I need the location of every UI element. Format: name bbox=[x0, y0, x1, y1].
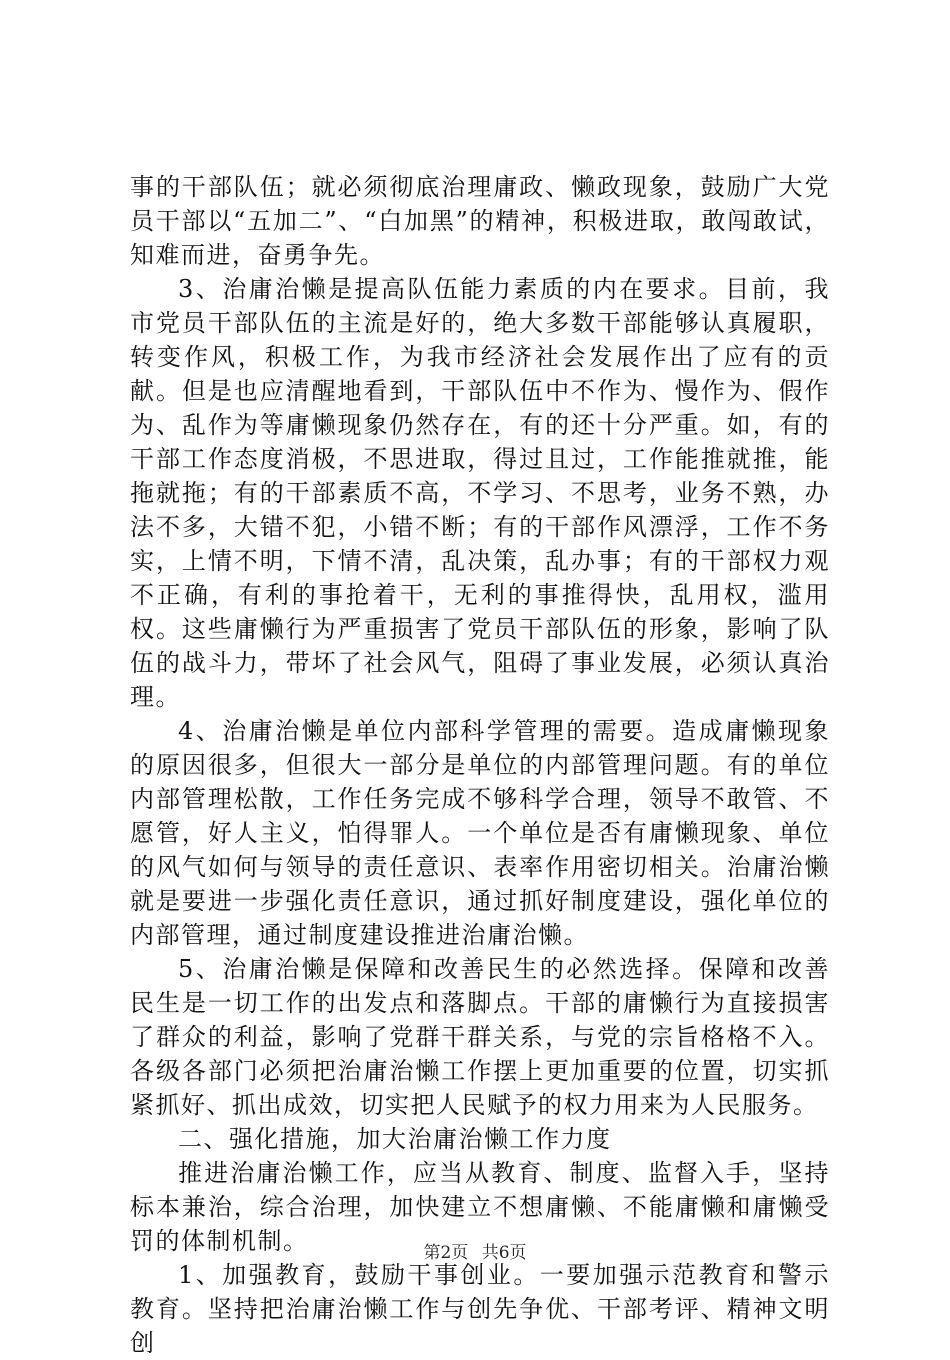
page-total: 共6页 bbox=[481, 1243, 527, 1263]
paragraph-point-3: 3、治庸治懒是提高队伍能力素质的内在要求。目前，我市党员干部队伍的主流是好的，绝大多数干部能够认真履职，转变作风，积极工作，为我市经济社会发展作出了应有的贡献。但是也应清醒地看到，干部队伍中不作为、慢作为、假作为、乱作为等庸懒现象仍然存在，有的还十分严重。如，有的干部工作态度消极，不思进取，得过且过，工作能推就推，能拖就拖；有的干部素质不高，不学习、不思考，业务不熟，办法不多，大错不犯，小错不断；有的干部作风漂浮，工作不务实，上情不明，下情不清，乱决策，乱办事；有的干部权力观不正确，有利的事抢着干，无利的事推得快，乱用权，滥用权。这些庸懒行为严重损害了党员干部队伍的形象，影响了队伍的战斗力，带坏了社会风气，阻碍了事业发展，必须认真治理。 bbox=[130, 275, 830, 711]
section-heading-2: 二、强化措施，加大治庸治懒工作力度 bbox=[178, 1125, 612, 1153]
paragraph-point-5: 5、治庸治懒是保障和改善民生的必然选择。保障和改善民生是一切工作的出发点和落脚点。干部的庸懒行为直接损害了群众的利益，影响了党群干群关系，与党的宗旨格格不入。各级各部门必须把治庸治懒工作摆上更加重要的位置，切实抓紧抓好、抓出成效，切实把人民赋予的权力用来为人民服务。 bbox=[130, 955, 830, 1119]
paragraph-measure-1: 1、加强教育，鼓励干事创业。一要加强示范教育和警示教育。坚持把治庸治懒工作与创先争优、干部考评、精神文明创 bbox=[130, 1261, 830, 1357]
paragraph-point-4: 4、治庸治懒是单位内部科学管理的需要。造成庸懒现象的原因很多，但很大一部分是单位的内部管理问题。有的单位内部管理松散，工作任务完成不够科学合理，领导不敢管、不愿管，好人主义，怕得罪人。一个单位是否有庸懒现象、单位的风气如何与领导的责任意识、表率作用密切相关。治庸治懒就是要进一步强化责任意识，通过抓好制度建设，强化单位的内部管理，通过制度建设推进治庸治懒。 bbox=[130, 717, 830, 949]
paragraph-section-intro: 推进治庸治懒工作，应当从教育、制度、监督入手，坚持标本兼治，综合治理，加快建立不想庸懒、不能庸懒和庸懒受罚的体制机制。 bbox=[130, 1159, 830, 1255]
page-number: 第2页 bbox=[423, 1243, 469, 1263]
paragraph-continuation: 事的干部队伍；就必须彻底治理庸政、懒政现象，鼓励广大党员干部以“五加二”、“白加黑”的精神，积极进取，敢闯敢试，知难而进，奋勇争先。 bbox=[130, 173, 830, 269]
document-body bbox=[130, 170, 830, 1360]
page-footer bbox=[0, 1242, 950, 1264]
